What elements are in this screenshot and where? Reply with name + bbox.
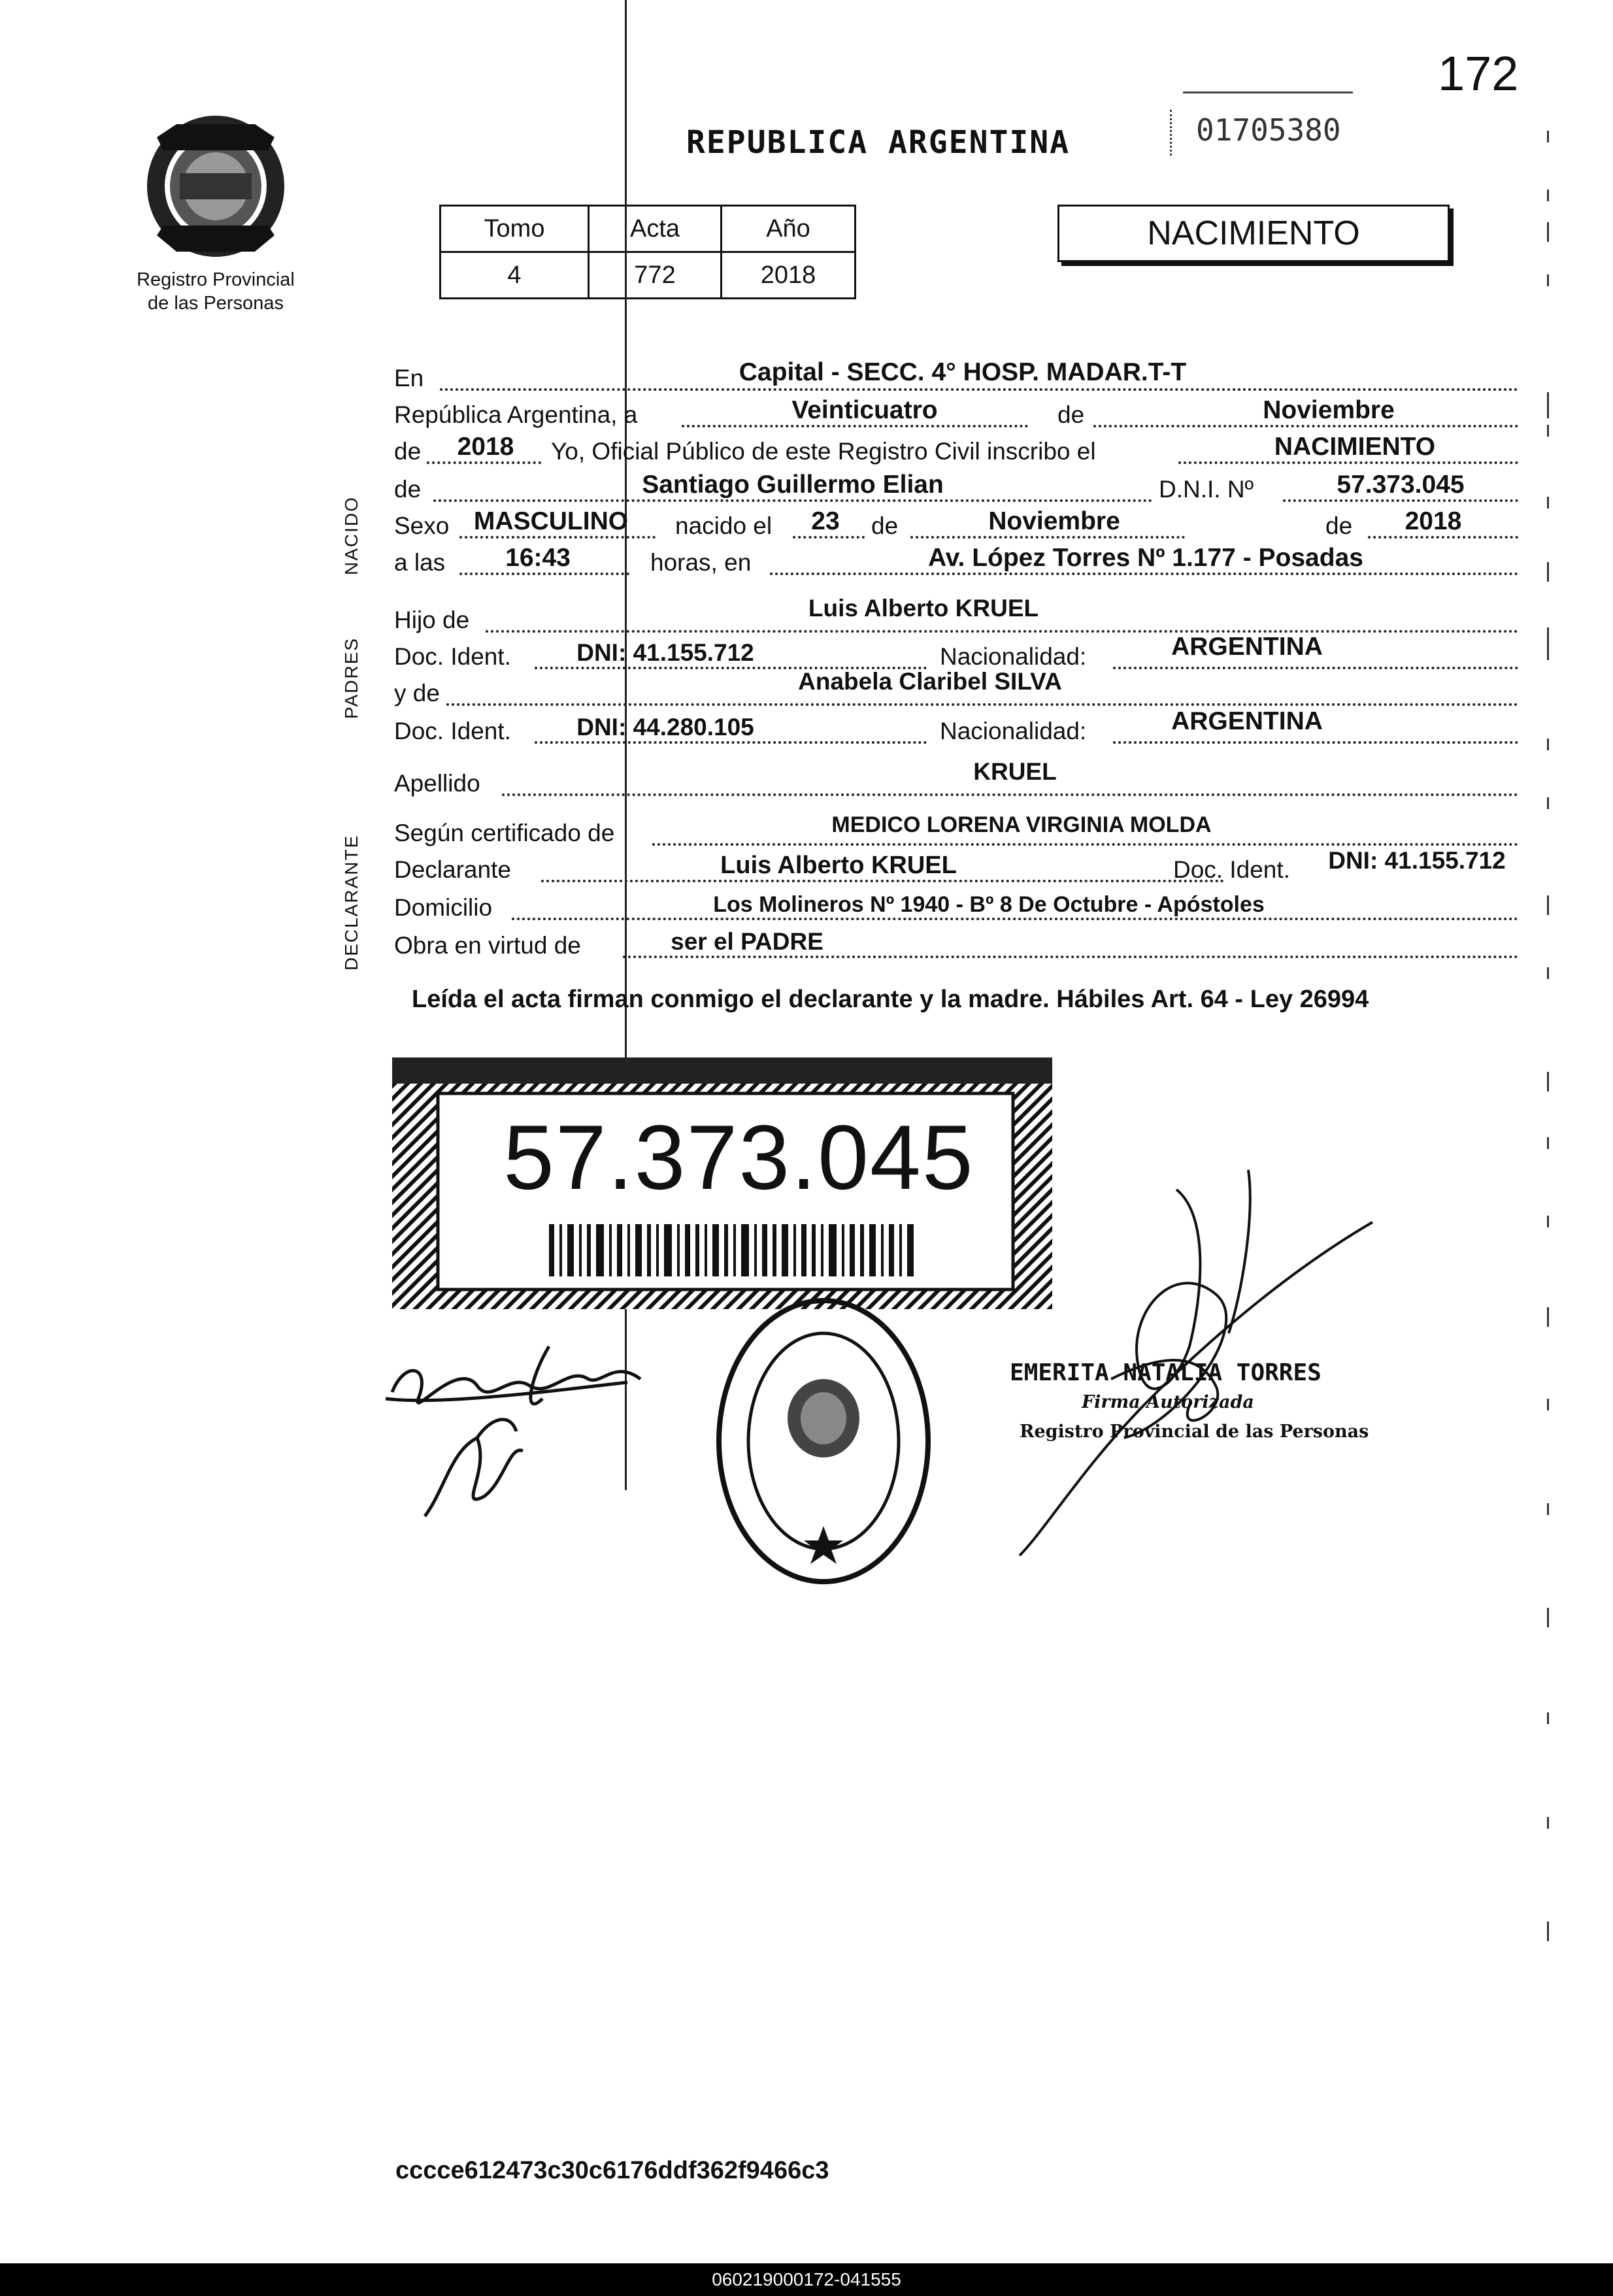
dni-banner-number: 57.373.045 <box>503 1106 974 1208</box>
value-sexo: MASCULINO <box>473 507 629 535</box>
row-hora-lugar <box>394 537 1518 579</box>
label-alas: a las <box>394 549 446 576</box>
label-horas-en: horas, en <box>650 549 752 576</box>
value-dia: Veinticuatro <box>791 396 938 424</box>
official-seal-stamp <box>712 1294 935 1588</box>
row-madre <box>394 668 1518 710</box>
acta-table <box>439 205 856 299</box>
value-declarante-doc: DNI: 41.155.712 <box>1328 847 1506 874</box>
section-label-padres: PADRES <box>341 637 361 719</box>
row-lugar-inscripcion <box>394 353 1518 395</box>
value-domicilio: Los Molineros Nº 1940 - Bº 8 De Octubre - Apóstoles <box>713 892 1265 917</box>
value-apellido: KRUEL <box>973 758 1057 785</box>
label-doc-ident: Doc. Ident. <box>394 643 511 670</box>
value-lugar-nacimiento: Av. López Torres Nº 1.177 - Posadas <box>928 544 1363 572</box>
acta-value-tomo: 4 <box>441 252 589 299</box>
label-certificado: Según certificado de <box>394 820 615 846</box>
value-nac-anio: 2018 <box>1405 507 1462 535</box>
label-y-de: y de <box>394 680 440 707</box>
label-de: de <box>394 438 422 465</box>
page-number: 172 <box>1438 46 1519 101</box>
acta-header-acta: Acta <box>589 206 722 252</box>
row-declarante <box>394 844 1518 886</box>
dotted-line <box>502 791 1518 796</box>
label-domicilio: Domicilio <box>394 894 493 921</box>
label-sexo: Sexo <box>394 512 450 539</box>
label-declarante: Declarante <box>394 856 511 883</box>
value-certificado: MEDICO LORENA VIRGINIA MOLDA <box>831 812 1212 837</box>
acta-header-anio: Año <box>722 206 856 252</box>
serial-overline <box>1183 72 1353 93</box>
value-madre: Anabela Claribel SILVA <box>798 668 1062 695</box>
declarant-signature <box>379 1320 654 1529</box>
value-declarante: Luis Alberto KRUEL <box>720 852 957 879</box>
row-padre-doc <box>394 631 1518 673</box>
value-mes: Noviembre <box>1263 396 1395 424</box>
record-type-box: NACIMIENTO <box>1057 205 1450 262</box>
value-nac-dia: 23 <box>811 507 840 535</box>
label-en: En <box>394 365 424 391</box>
serial-number: 01705380 <box>1196 112 1341 148</box>
document-hash: cccce612473c30c6176ddf362f9466c3 <box>395 2157 829 2184</box>
acta-value-anio: 2018 <box>722 252 856 299</box>
value-lugar-inscripcion: Capital - SECC. 4° HOSP. MADAR.T-T <box>739 358 1187 386</box>
province-coat-of-arms-logo <box>118 111 314 261</box>
row-fecha-inscripcion <box>394 390 1518 431</box>
registry-label <box>98 268 333 315</box>
scan-edge-marks <box>1541 118 1554 2013</box>
country-title: REPUBLICA ARGENTINA <box>686 124 1071 161</box>
acta-value-acta: 772 <box>589 252 722 299</box>
label-nacionalidad: Nacionalidad: <box>940 643 1087 670</box>
label-nacionalidad: Nacionalidad: <box>940 718 1087 744</box>
section-label-nacido: NACIDO <box>341 496 361 575</box>
value-dni: 57.373.045 <box>1337 471 1465 499</box>
label-de: de <box>871 512 899 539</box>
row-madre-doc <box>394 706 1518 748</box>
row-nombre <box>394 464 1518 506</box>
footer-barcode-text: 060219000172-041555 <box>0 2263 1613 2296</box>
row-domicilio <box>394 882 1518 924</box>
row-sexo-nacimiento <box>394 501 1518 542</box>
label-de: de <box>1325 512 1353 539</box>
registry-line1: Registro Provincial <box>137 269 295 290</box>
value-madre-nacionalidad: ARGENTINA <box>1171 707 1323 735</box>
row-padre <box>394 595 1518 637</box>
label-hijo-de: Hijo de <box>394 607 470 633</box>
official-office: Registro Provincial de las Personas <box>1020 1422 1369 1442</box>
official-title: Firma Autorizada <box>1082 1392 1254 1412</box>
value-obra: ser el PADRE <box>671 928 823 955</box>
row-apellido <box>394 758 1518 800</box>
value-padre-nacionalidad: ARGENTINA <box>1171 633 1323 661</box>
value-anio: 2018 <box>457 433 514 461</box>
row-certificado <box>394 808 1518 850</box>
value-madre-doc: DNI: 44.280.105 <box>576 714 754 740</box>
value-padre: Luis Alberto KRUEL <box>808 595 1039 622</box>
registry-line2: de las Personas <box>148 293 284 314</box>
label-doc-ident: Doc. Ident. <box>1173 856 1290 883</box>
dotted-line <box>1113 739 1518 744</box>
yo-oficial-text: Yo, Oficial Público de este Registro Civil inscribo el <box>551 438 1096 465</box>
label-apellido: Apellido <box>394 770 480 797</box>
section-label-declarante: DECLARANTE <box>341 834 361 971</box>
value-nombre: Santiago Guillermo Elian <box>642 471 944 499</box>
label-de: de <box>394 476 422 503</box>
value-nac-mes: Noviembre <box>988 507 1120 535</box>
closing-statement: Leída el acta firman conmigo el declarante y la madre. Hábiles Art. 64 - Ley 26994 <box>412 986 1369 1013</box>
label-nacido: nacido el <box>675 512 773 539</box>
dotted-line <box>446 701 1518 706</box>
value-padre-doc: DNI: 41.155.712 <box>576 639 754 666</box>
row-obra <box>394 920 1518 962</box>
label-doc-ident: Doc. Ident. <box>394 718 511 744</box>
value-hora: 16:43 <box>505 544 571 572</box>
acta-header-tomo: Tomo <box>441 206 589 252</box>
value-tipo: NACIMIENTO <box>1274 433 1436 461</box>
label-de: de <box>1057 401 1085 428</box>
label-obra: Obra en virtud de <box>394 932 581 959</box>
label-dni: D.N.I. Nº <box>1159 476 1254 503</box>
official-name: EMERITA NATALIA TORRES <box>1010 1359 1322 1386</box>
row-anio-tipo <box>394 426 1518 468</box>
label-republica: República Argentina, a <box>394 401 638 428</box>
